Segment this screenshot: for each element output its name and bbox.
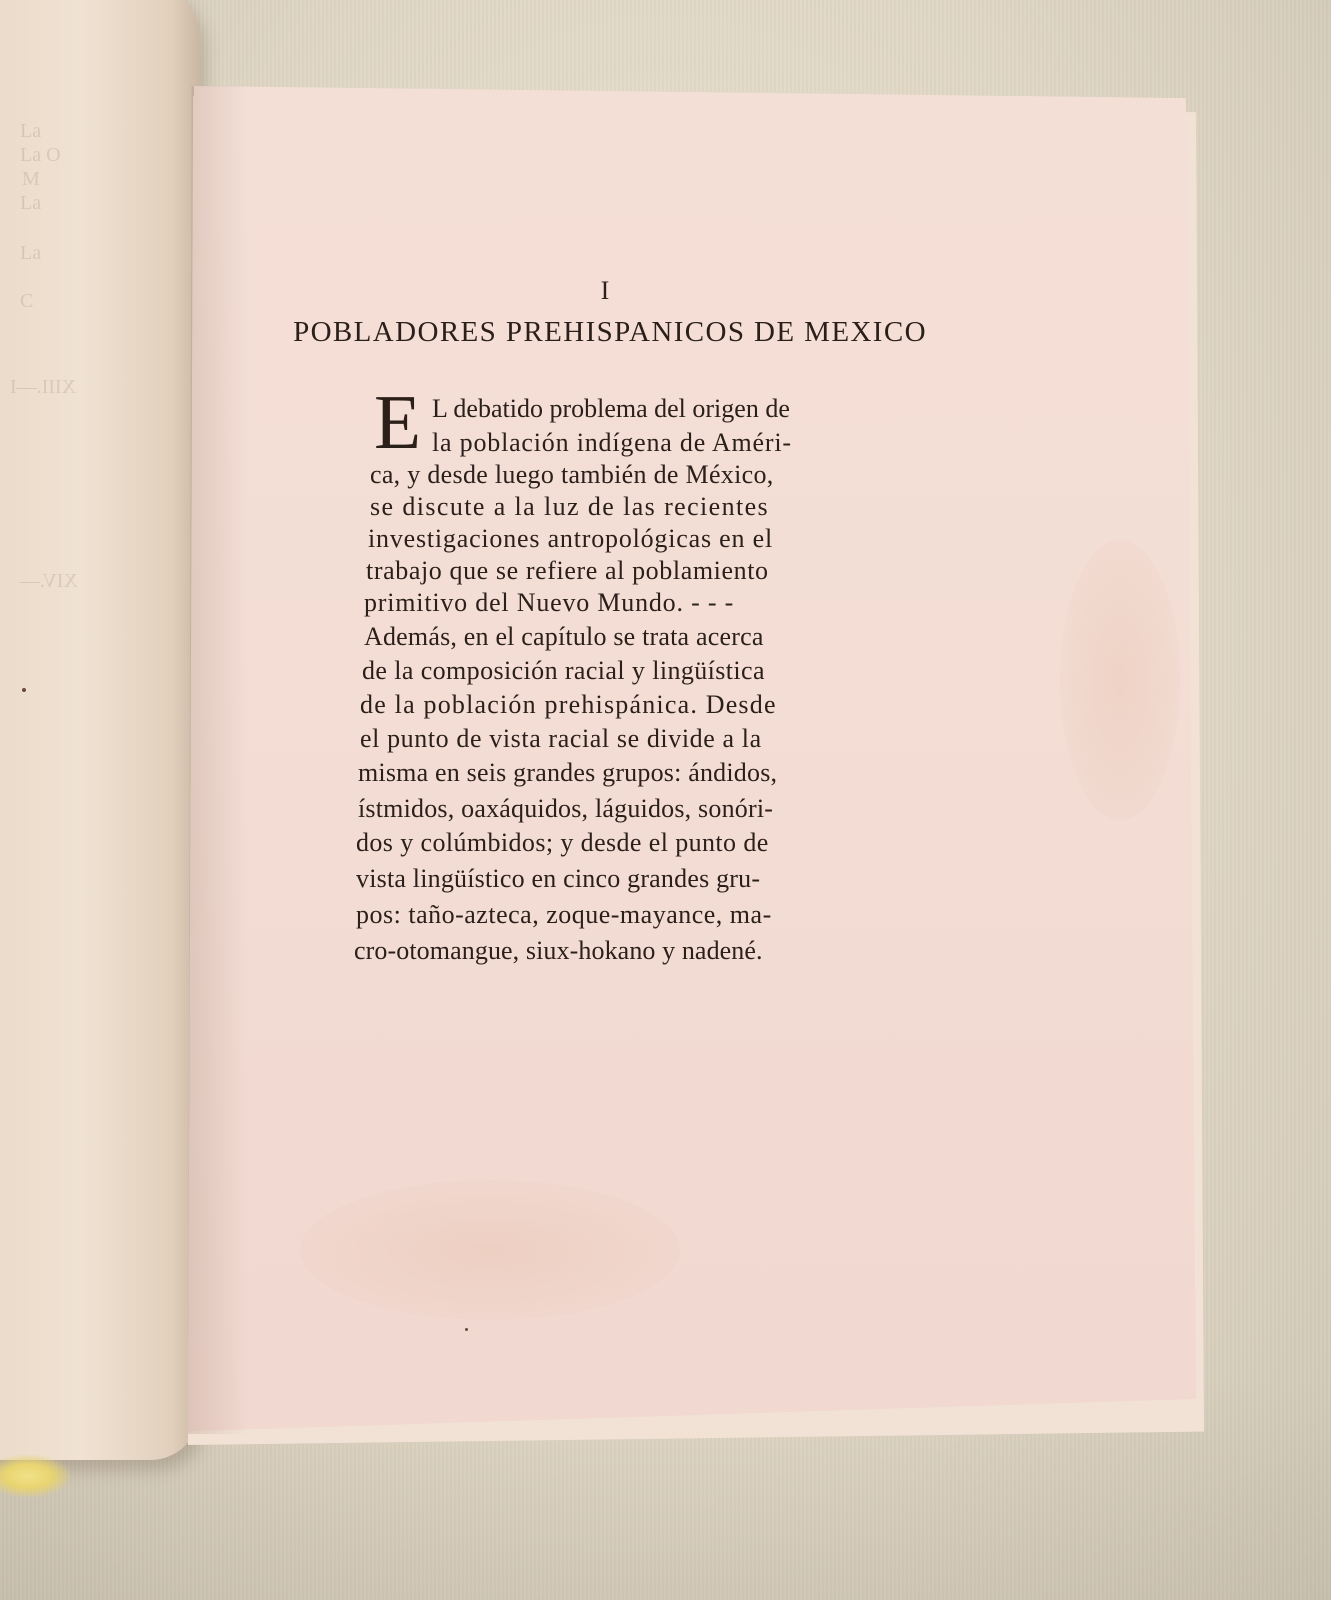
- left-page-bleed-text: XIII.—I: [10, 376, 77, 398]
- chapter-title: POBLADORES PREHISPANICOS DE MEXICO: [293, 316, 927, 348]
- text-line: dos y colúmbidos; y desde el punto de: [356, 828, 769, 857]
- page-speck: [465, 1328, 468, 1331]
- left-page-bleed-text: La O: [20, 144, 61, 166]
- left-page-bleed-text: C: [20, 290, 34, 312]
- text-line: vista lingüístico en cinco grandes gru-: [356, 864, 761, 893]
- page-speck: [22, 688, 26, 692]
- left-page: [0, 0, 200, 1460]
- text-line: misma en seis grandes grupos: ándidos,: [358, 758, 778, 787]
- book-cover-edge: [0, 1455, 70, 1497]
- text-line: se discute a la luz de las recientes: [370, 492, 770, 521]
- text-line: Además, en el capítulo se trata acerca: [364, 622, 764, 651]
- text-line: la población indígena de Améri-: [432, 428, 792, 457]
- text-line: ístmidos, oaxáquidos, láguidos, sonóri-: [358, 794, 774, 823]
- left-page-bleed-text: M: [22, 168, 40, 190]
- text-line: el punto de vista racial se divide a la: [360, 724, 762, 753]
- text-line: pos: taño-azteca, zoque-mayance, ma-: [356, 900, 772, 929]
- drop-cap: E: [374, 379, 422, 465]
- text-line: ca, y desde luego también de México,: [370, 460, 774, 489]
- left-page-bleed-text: La: [20, 192, 42, 214]
- text-line: de la composición racial y lingüística: [362, 656, 765, 685]
- text-line: de la población prehispánica. Desde: [360, 690, 777, 719]
- text-line: trabajo que se refiere al poblamiento: [366, 556, 769, 585]
- page-stain: [1060, 540, 1180, 820]
- text-line: primitivo del Nuevo Mundo. - - -: [364, 588, 735, 617]
- text-line: investigaciones antropológicas en el: [368, 524, 773, 553]
- text-line: L debatido problema del origen de: [432, 394, 790, 423]
- left-page-bleed-text: La: [20, 242, 42, 264]
- text-line: cro-otomangue, siux-hokano y nadené.: [354, 936, 763, 965]
- page-gutter-shadow: [188, 86, 248, 1434]
- left-page-bleed-text: La: [20, 120, 42, 142]
- left-page-bleed-text: XIV.—: [20, 570, 78, 592]
- chapter-number: I: [600, 276, 610, 305]
- page-stain: [300, 1180, 680, 1320]
